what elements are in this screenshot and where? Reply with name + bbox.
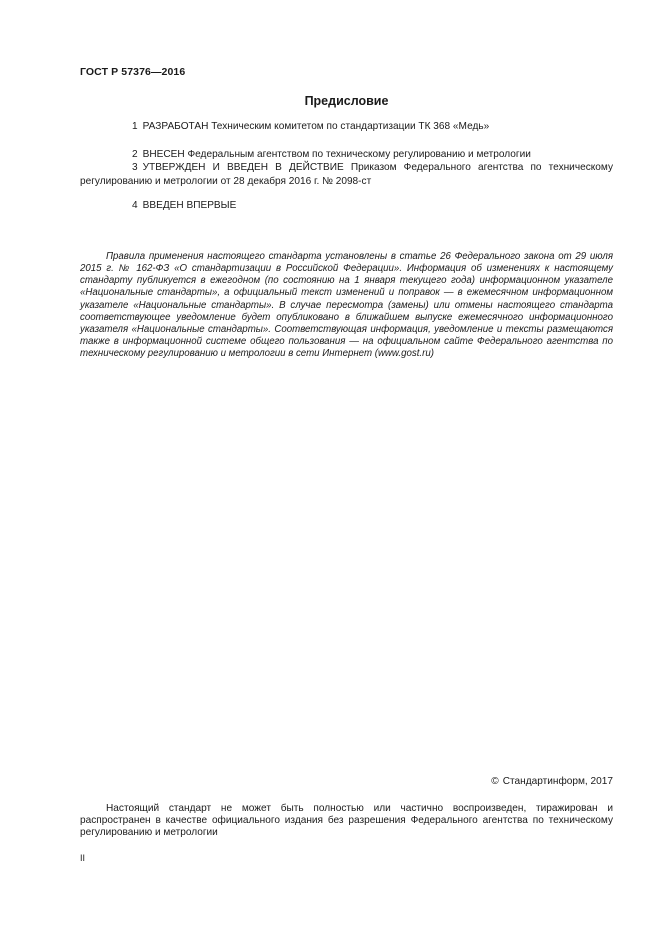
item-text: УТВЕРЖДЕН И ВВЕДЕН В ДЕЙСТВИЕ Приказом Федерального агентства по техническому регулированию и метрологии от 28 декабря 2016 г. № 2098-ст: [80, 162, 613, 187]
copyright-icon: ©: [491, 776, 499, 787]
page-number: II: [80, 853, 86, 863]
item-number: 2: [132, 149, 138, 160]
item-text: ВНЕСЕН Федеральным агентством по техническому регулированию и метрологии: [142, 149, 531, 160]
copyright-line: [491, 776, 613, 787]
copyright-text: Стандартинформ, 2017: [502, 776, 613, 787]
reproduction-notice: Настоящий стандарт не может быть полностью или частично воспроизведен, тиражирован и распространен в качестве официального издания без разрешения Федерального агентства по техническому регулированию и метрологии: [80, 803, 613, 839]
foreword-item-3: [80, 161, 613, 189]
foreword-item-2: [80, 148, 613, 162]
page-title: Предисловие: [304, 94, 389, 108]
application-rules-notice: Правила применения настоящего стандарта установлены в статье 26 Федерального закона от 29 июля 2015 г. № 162-ФЗ «О стандартизации в Российской Федерации». Информация об изменениях к настоящему стандарту публикуется в ежегодном (по состоянию на 1 января текущего года) информационном указателе «Национальные стандарты», а официальный текст изменений и поправок — в ежемесячном информационном указателе «Национальные стандарты». В случае пересмотра (замены) или отмены настоящего стандарта соответствующее уведомление будет опубликовано в ближайшем выпуске ежемесячного информационного указателя «Национальные стандарты». Соответствующая информация, уведомление и тексты размещаются также в информационной системе общего пользования — на официальном сайте Федерального агентства по техническому регулированию и метрологии в сети Интернет (www.gost.ru): [80, 251, 613, 360]
foreword-item-4: [80, 199, 613, 213]
standard-code-header: ГОСТ Р 57376—2016: [80, 66, 186, 78]
item-number: 1: [132, 121, 138, 132]
item-number: 4: [132, 200, 138, 211]
item-text: ВВЕДЕН ВПЕРВЫЕ: [142, 200, 237, 211]
foreword-item-1: [80, 120, 613, 134]
item-number: 3: [132, 162, 138, 173]
item-text: РАЗРАБОТАН Техническим комитетом по стандартизации ТК 368 «Медь»: [142, 121, 490, 132]
